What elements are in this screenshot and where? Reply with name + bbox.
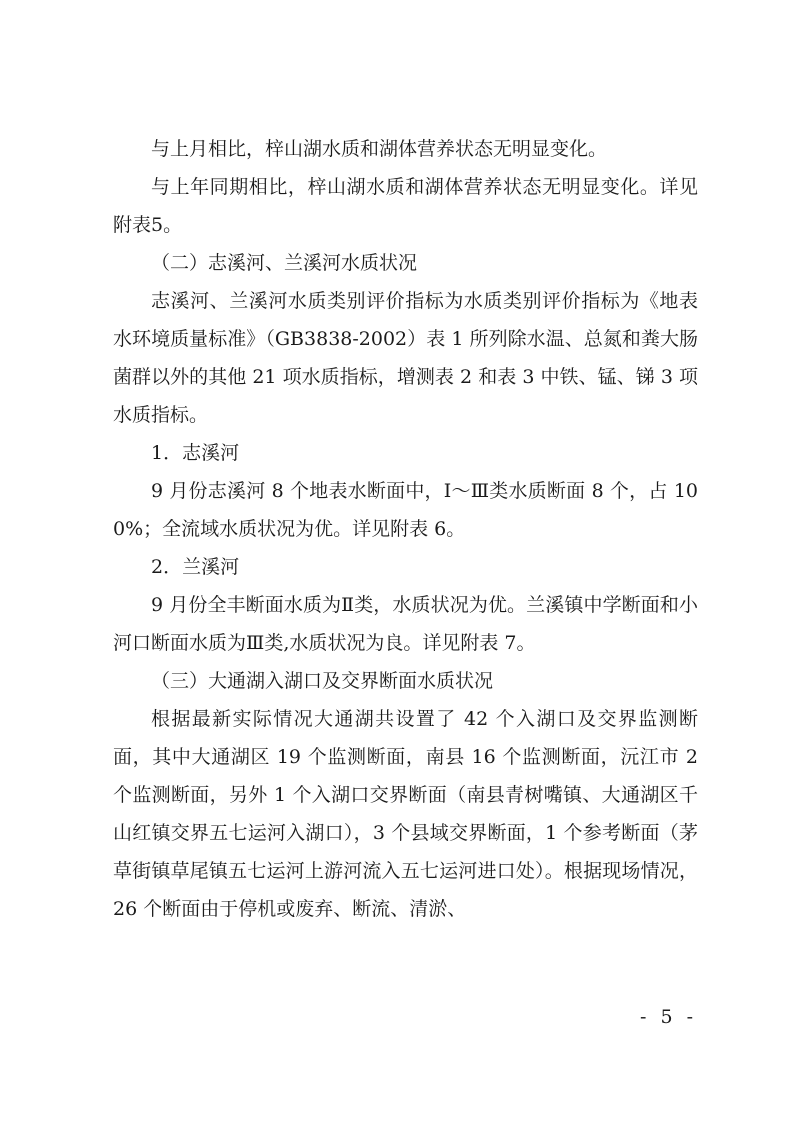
section-heading-datong-lake: （三）大通湖入湖口及交界断面水质状况 (151, 670, 494, 692)
subheading-zhixi-river: 1．志溪河 (151, 442, 240, 464)
paragraph-month-comparison: 与上月相比，梓山湖水质和湖体营养状态无明显变化。 (151, 138, 608, 160)
subheading-lanxi-river: 2．兰溪河 (151, 556, 240, 578)
paragraph-datong-lake: 根据最新实际情况大通湖共设置了 42 个入湖口及交界监测断面，其中大通湖区 19 个监测断面，南县 16 个监测断面，沅江市 2 个监测断面，另外 1 个入湖口交界断面（南县青树嘴镇、大通湖区千山红镇交界五七运河入湖口），3 个县域交界断面，1 个参考断面（茅草街镇草尾镇五七运河上游河流入五七运河进口处）。根据现场情况，26 个断面由于停机或废弃、断流、清淤、 (113, 708, 698, 920)
paragraph-zhixi-river: 9 月份志溪河 8 个地表水断面中，Ⅰ～Ⅲ类水质断面 8 个，占 100%；全流域水质状况为优。详见附表 6。 (113, 480, 698, 540)
paragraph-evaluation-indicators: 志溪河、兰溪河水质类别评价指标为水质类别评价指标为《地表水环境质量标准》（GB3838-2002）表 1 所列除水温、总氮和粪大肠菌群以外的其他 21 项水质指标，增测表 2 和表 3 中铁、锰、锑 3 项水质指标。 (113, 290, 698, 426)
body-text (113, 130, 698, 928)
page-number: - 5 - (640, 1006, 698, 1028)
section-heading-zhixi-lanxi: （二）志溪河、兰溪河水质状况 (151, 252, 418, 274)
paragraph-lanxi-river: 9 月份全丰断面水质为Ⅱ类，水质状况为优。兰溪镇中学断面和小河口断面水质为Ⅲ类,水质状况为良。详见附表 7。 (113, 594, 698, 654)
paragraph-year-comparison: 与上年同期相比，梓山湖水质和湖体营养状态无明显变化。详见附表5。 (113, 176, 698, 236)
